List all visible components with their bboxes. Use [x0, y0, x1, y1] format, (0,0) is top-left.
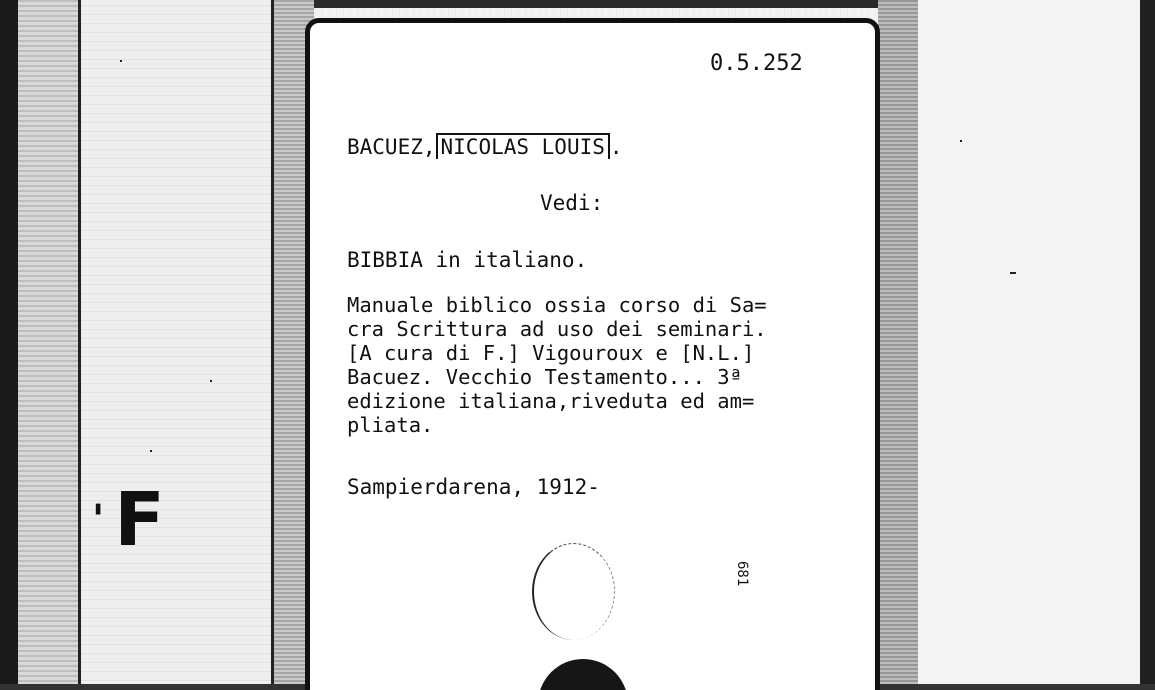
punch-hole-outline: [532, 543, 615, 640]
author-heading-period: .: [609, 135, 623, 159]
scan-right-border: [1140, 0, 1155, 690]
index-card: [305, 18, 880, 690]
description-line: [A cura di F.] Vigouroux e [N.L.]: [347, 341, 755, 365]
drawer-tab-letter: [92, 477, 202, 563]
description-line: edizione italiana,riveduta ed am=: [347, 389, 755, 413]
see-reference-label: Vedi:: [540, 191, 604, 215]
scan-speck: [1010, 272, 1016, 274]
background-card-right: [918, 0, 1155, 690]
description-line: Bacuez. Vecchio Testamento... 3ª: [347, 365, 742, 389]
scan-speck: [960, 140, 962, 142]
subject-heading: BIBBIA in italiano.: [347, 248, 588, 272]
drawer-tab-letter-text: F: [114, 477, 175, 563]
description-line: pliata.: [347, 413, 434, 437]
drawer-tab-mark: ': [92, 497, 115, 543]
description-line: cra Scrittura ad uso dei seminari.: [347, 317, 767, 341]
scan-speck: [120, 60, 122, 62]
imprint: Sampierdarena, 1912-: [347, 475, 600, 499]
author-forenames: NICOLAS LOUIS: [436, 133, 610, 159]
bibliographic-description: [347, 293, 867, 437]
side-number: 681: [734, 561, 750, 587]
author-surname: BACUEZ,: [347, 135, 436, 159]
background-card-edge-left: [18, 0, 81, 690]
description-line: Manuale biblico ossia corso di Sa=: [347, 293, 767, 317]
card-shadow-right: [878, 0, 918, 690]
scan-speck: [150, 450, 152, 452]
scan-speck: [210, 380, 212, 382]
shelfmark: 0.5.252: [710, 51, 803, 76]
scan-left-border: [0, 0, 18, 690]
card-hole-stamp: [538, 659, 628, 690]
author-heading: [347, 133, 623, 159]
background-card-left: [81, 0, 271, 690]
